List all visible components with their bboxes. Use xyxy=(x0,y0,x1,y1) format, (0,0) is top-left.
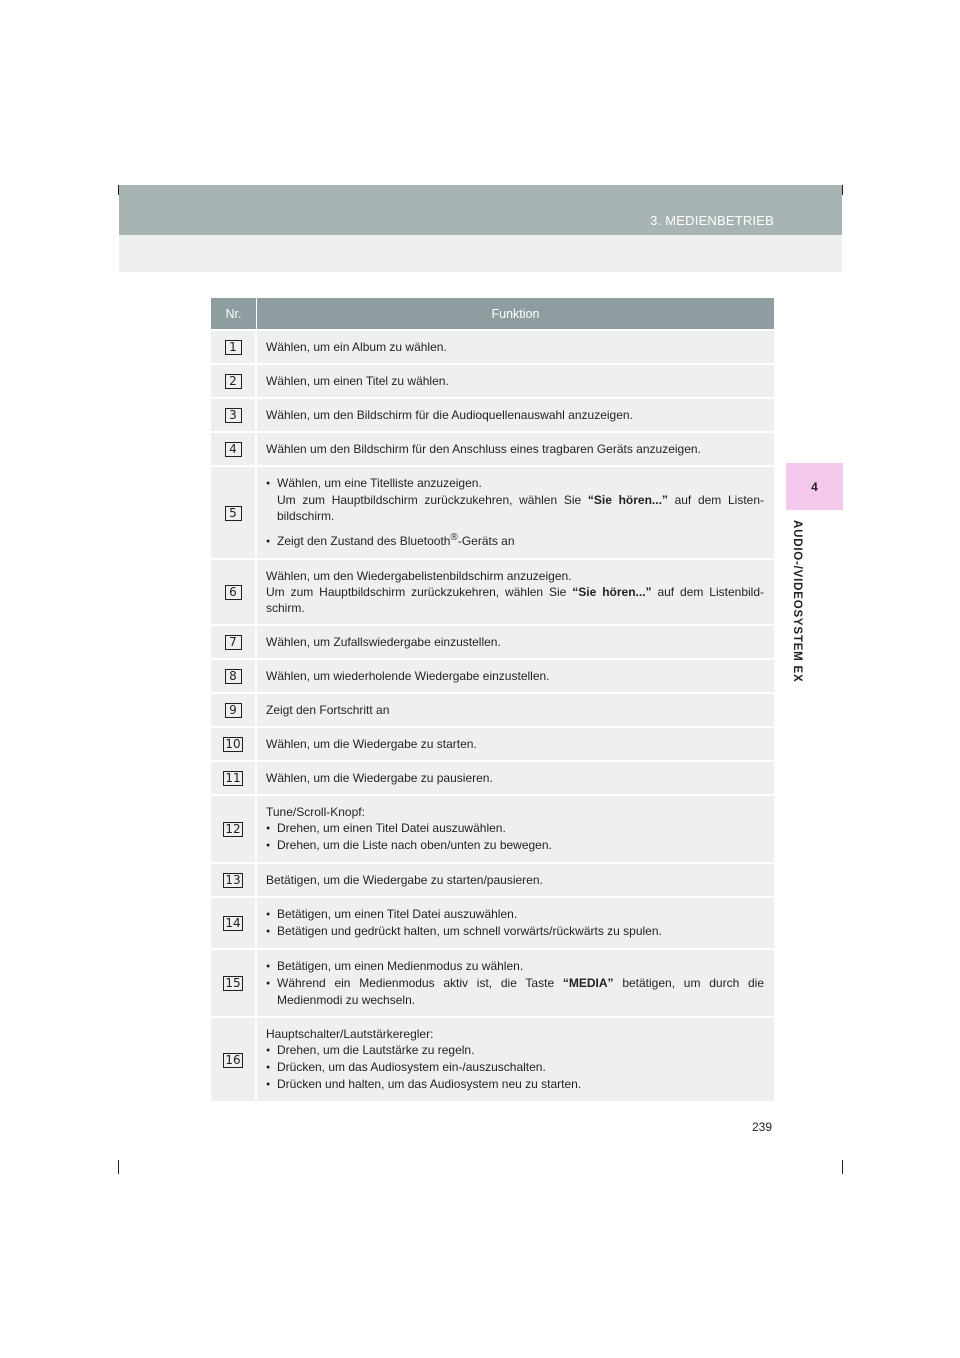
function-table xyxy=(211,298,774,1101)
column-header-nr: Nr. xyxy=(211,298,257,329)
bullet-item xyxy=(266,530,764,550)
bold-label: “MEDIA” xyxy=(562,976,614,990)
row-line xyxy=(266,584,764,616)
bullet-text: Betätigen, um einen Medienmodus zu wählen. xyxy=(277,959,524,973)
chapter-tab xyxy=(786,463,843,510)
row-text xyxy=(257,1016,774,1101)
bold-label: “Sie hören...” xyxy=(572,585,652,599)
row-number: 6 xyxy=(225,585,242,600)
bullet-continuation xyxy=(266,492,764,524)
row-text xyxy=(257,896,774,948)
crop-mark xyxy=(118,1160,119,1174)
row-number-cell xyxy=(211,624,257,658)
chapter-title: AUDIO-/VIDEOSYSTEM EX xyxy=(791,520,803,683)
row-text xyxy=(257,794,774,862)
row-text: Wählen, um ein Album zu wählen. xyxy=(257,329,774,363)
bullet-item xyxy=(266,820,764,837)
bullet-text: Drehen, um die Liste nach oben/unten zu bewegen. xyxy=(277,838,552,852)
row-number-cell xyxy=(211,760,257,794)
row-number-cell xyxy=(211,692,257,726)
bullet-item xyxy=(266,1042,764,1059)
row-number-cell xyxy=(211,363,257,397)
crop-mark xyxy=(842,185,843,195)
row-text: Zeigt den Fortschritt an xyxy=(257,692,774,726)
section-header xyxy=(119,185,842,235)
chapter-number: 4 xyxy=(811,480,818,494)
row-number: 12 xyxy=(225,822,241,836)
bullet-item xyxy=(266,958,764,975)
row-line: Hauptschalter/Lautstärkeregler: xyxy=(266,1027,434,1041)
row-number-cell xyxy=(211,896,257,948)
bullet-text: auf dem Listen-bildschirm. xyxy=(277,493,764,523)
table-row xyxy=(211,329,774,363)
bullet-text: Drücken, um das Audiosystem ein-/auszuschalten. xyxy=(277,1060,546,1074)
row-text: Wählen, um Zufallswiedergabe einzustellen. xyxy=(257,624,774,658)
row-number-cell xyxy=(211,431,257,465)
row-number-cell xyxy=(211,794,257,862)
row-number: 1 xyxy=(225,340,242,355)
table-row xyxy=(211,397,774,431)
row-text xyxy=(257,558,774,624)
bullet-text: -Geräts an xyxy=(457,534,515,548)
registered-mark: ® xyxy=(450,532,458,543)
table-row xyxy=(211,1016,774,1101)
table-row xyxy=(211,558,774,624)
row-number-cell xyxy=(211,1016,257,1101)
bullet-text: Wählen, um eine Titelliste anzuzeigen. xyxy=(277,476,482,490)
row-number: 2 xyxy=(225,374,242,389)
bullet-item xyxy=(266,837,764,854)
row-line: Wählen, um den Wiedergabelistenbildschirm anzuzeigen. xyxy=(266,569,572,583)
table-row xyxy=(211,862,774,896)
bullet-text: Drücken und halten, um das Audiosystem neu zu starten. xyxy=(277,1077,582,1091)
row-text: Wählen, um den Bildschirm für die Audioquellenauswahl anzuzeigen. xyxy=(257,397,774,431)
column-header-function: Funktion xyxy=(257,298,774,329)
row-line: Tune/Scroll-Knopf: xyxy=(266,805,365,819)
table-row xyxy=(211,948,774,1016)
table-row xyxy=(211,896,774,948)
bullet-text: Drehen, um einen Titel Datei auszuwählen. xyxy=(277,821,506,835)
row-text: Wählen, um die Wiedergabe zu pausieren. xyxy=(257,760,774,794)
bullet-item xyxy=(266,975,764,1008)
bullet-item xyxy=(266,906,764,923)
table-row xyxy=(211,692,774,726)
row-number: 7 xyxy=(225,635,242,650)
row-number-cell xyxy=(211,948,257,1016)
row-text: Wählen, um wiederholende Wiedergabe einzustellen. xyxy=(257,658,774,692)
row-number: 16 xyxy=(225,1052,241,1067)
table-row xyxy=(211,431,774,465)
section-title: 3. MEDIENBETRIEB xyxy=(650,213,774,228)
row-number-cell xyxy=(211,658,257,692)
bold-label: “Sie hören...” xyxy=(587,493,668,507)
table-row xyxy=(211,794,774,862)
bullet-item xyxy=(266,923,764,940)
bullet-text: Zeigt den Zustand des Bluetooth xyxy=(277,534,451,548)
table-row xyxy=(211,363,774,397)
row-text xyxy=(257,948,774,1016)
bullet-text: Drehen, um die Lautstärke zu regeln. xyxy=(277,1043,475,1057)
row-number: 4 xyxy=(225,442,242,457)
row-number-cell xyxy=(211,397,257,431)
row-line-text: auf dem Listenbild-schirm. xyxy=(266,585,764,615)
row-number-cell xyxy=(211,465,257,558)
bullet-text: Während ein Medienmodus aktiv ist, die Taste xyxy=(277,976,563,990)
bullet-text: Betätigen und gedrückt halten, um schnell vorwärts/rückwärts zu spulen. xyxy=(277,924,662,938)
bullet-text: Betätigen, um einen Titel Datei auszuwählen. xyxy=(277,907,518,921)
bullet-text: Um zum Hauptbildschirm zurückzukehren, wählen Sie xyxy=(277,493,588,507)
row-number: 15 xyxy=(225,976,241,990)
crop-mark xyxy=(842,1160,843,1174)
row-number: 13 xyxy=(225,873,241,887)
row-number-cell xyxy=(211,558,257,624)
table-row xyxy=(211,658,774,692)
row-number: 9 xyxy=(225,703,242,718)
row-number: 10 xyxy=(225,737,241,751)
bullet-item xyxy=(266,1059,764,1076)
table-row xyxy=(211,465,774,558)
bullet-item xyxy=(266,475,764,492)
row-number: 3 xyxy=(225,408,242,423)
header-subband xyxy=(119,235,842,272)
page-number: 239 xyxy=(752,1120,773,1134)
row-text: Betätigen, um die Wiedergabe zu starten/pausieren. xyxy=(257,862,774,896)
row-text xyxy=(257,465,774,558)
row-number-cell xyxy=(211,726,257,760)
table-header-row xyxy=(211,298,774,329)
row-number: 14 xyxy=(225,916,241,930)
row-number: 11 xyxy=(225,771,241,785)
table-row xyxy=(211,726,774,760)
row-text: Wählen, um die Wiedergabe zu starten. xyxy=(257,726,774,760)
row-text: Wählen, um einen Titel zu wählen. xyxy=(257,363,774,397)
row-text: Wählen um den Bildschirm für den Anschluss eines tragbaren Geräts anzuzeigen. xyxy=(257,431,774,465)
row-number: 8 xyxy=(225,669,242,684)
table-row xyxy=(211,624,774,658)
bullet-item xyxy=(266,1076,764,1093)
row-number: 5 xyxy=(225,506,242,521)
table-row xyxy=(211,760,774,794)
row-number-cell xyxy=(211,862,257,896)
bullet-text: betätigen, um durch die Medienmodi zu wechseln. xyxy=(277,976,765,1007)
row-number-cell xyxy=(211,329,257,363)
row-line-text: Um zum Hauptbildschirm zurückzukehren, wählen Sie xyxy=(266,585,573,599)
